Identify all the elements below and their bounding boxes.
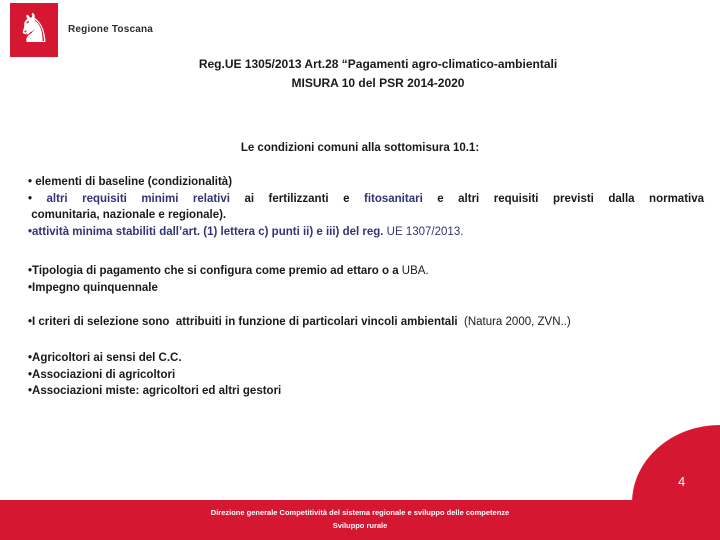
text-run: •attività minima stabiliti dall’art. (1) lettera c) punti ii) e iii) del reg. [28, 225, 384, 238]
footer-line1: Direzione generale Competitività del sistema regionale e sviluppo delle competenze [210, 508, 510, 517]
text-line [28, 191, 704, 208]
text-line [28, 314, 704, 331]
text-line [28, 350, 704, 367]
bullet-block-payment [28, 263, 704, 296]
text-run: • [28, 192, 47, 205]
text-line [28, 207, 704, 224]
text-line [28, 263, 704, 280]
regione-toscana-logo [10, 3, 58, 57]
slide-subtitle: Le condizioni comuni alla sottomisura 10.1: [240, 142, 480, 154]
pegasus-icon: ♞ [16, 7, 52, 51]
text-run: e altri requisiti previsti dalla normativa [422, 192, 705, 205]
text-run: •Impegno quinquennale [28, 281, 158, 294]
slide-title [36, 55, 720, 93]
text-run: •Associazioni di agricoltori [28, 368, 176, 381]
text-line [28, 280, 704, 297]
text-run: comunitaria, nazionale e regionale). [28, 209, 227, 221]
text-run: • elementi di baseline (condizionalità) [28, 176, 233, 188]
text-run: ai fertilizzanti e [229, 192, 364, 205]
text-run: UBA. [401, 265, 429, 277]
text-run: •Associazioni miste: agricoltori ed altri gestori [28, 385, 282, 397]
text-run: •I criteri di selezione sono attribuiti in funzione di particolari vincoli ambientali [28, 316, 464, 328]
bullet-block-beneficiaries [28, 350, 704, 400]
text-line [28, 174, 704, 191]
text-run: altri requisiti minimi relativi [46, 192, 230, 205]
bullet-block-conditions [28, 174, 704, 240]
footer-bar [0, 500, 720, 540]
bullet-block-selection-criteria [28, 314, 704, 331]
page-number: 4 [678, 474, 686, 489]
text-line [28, 367, 704, 384]
text-line [28, 224, 704, 241]
text-run: UE 1307/2013. [383, 225, 464, 238]
footer-line2: Sviluppo rurale [332, 521, 388, 530]
text-run: •Agricoltori ai sensi del C.C. [28, 352, 182, 364]
slide-title-line2: MISURA 10 del PSR 2014-2020 [291, 76, 465, 90]
slide-title-line1: Reg.UE 1305/2013 Art.28 “Pagamenti agro-climatico-ambientali [198, 57, 558, 71]
text-run: •Tipologia di pagamento che si configura come premio ad ettaro o a [28, 265, 402, 277]
text-run: fitosanitari [363, 192, 423, 205]
text-run: (Natura 2000, ZVN..) [463, 316, 571, 328]
text-line [28, 383, 704, 400]
org-name: Regione Toscana [68, 24, 154, 35]
